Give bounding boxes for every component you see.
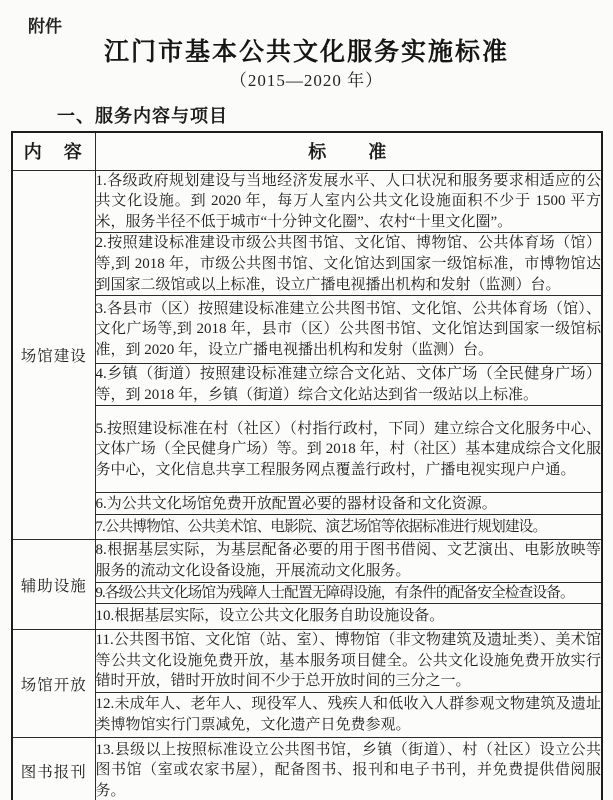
table-row [12,233,602,296]
standard-item-8: 8.根据基层实际，为基层配备必要的用于图书借阅、文艺演出、电影放映等服务的流动文化设备设施，开展流动文化服务。 [95,540,602,582]
standard-item-1: 1.各级政府规划建设与当地经济发展水平、人口状况和服务要求相适应的公共文化设施。到 2020 年，每万人室内公共文化设施面积不少于 1500 平方米，服务半径不低于城市“十分钟文化圈”、农村“十里文化圈”。 [95,170,602,233]
standard-item-9: 9.各级公共文化场馆为残障人士配置无障碍设施，有条件的配备安全检查设备。 [95,582,602,604]
standard-item-10: 10.根据基层实际，设立公共文化服务自助设施设备。 [95,604,602,630]
table-row [12,540,602,582]
standard-item-7: 7.公共博物馆、公共美术馆、电影院、演艺场馆等依据标准进行规划建设。 [95,515,602,540]
table-row [12,364,602,406]
table-row [12,630,602,693]
table-row [12,515,602,540]
standard-item-13: 13.县级以上按照标准设立公共图书馆，乡镇（街道）、村（社区）设立公共图书馆（室或农家书屋），配备图书、报刊和电子书刊，并免费提供借阅服务。 [95,738,602,800]
table-row [12,738,602,800]
standard-item-3: 3.各县市（区）按照建设标准建立公共图书馆、文化馆、公共体育场（馆）、文化广场等,到 2018 年，县市（区）公共图书馆、文化馆达到国家一级馆标准，到 2020 年，设立广播电视播出机构和发射（监测）台。 [95,296,602,364]
table-row [12,582,602,604]
standard-item-6: 6.为公共文化场馆免费开放配置必要的器材设备和文化资源。 [95,493,602,515]
standard-item-2: 2.按照建设标准建设市级公共图书馆、文化馆、博物馆、公共体育场（馆）等,到 2018 年，市级公共图书馆、文化馆达到国家一级馆标准，市博物馆达到国家二级馆或以上标准，设立广播电视播出机构和发射（监测）台。 [95,233,602,296]
table-row [12,493,602,515]
group-label-auxiliary-facilities: 辅助设施 [12,540,95,630]
standard-item-12: 12.未成年人、老年人、现役军人、残疾人和低收入人群参观文物建筑及遗址类博物馆实行门票减免，文化遗产日免费参观。 [95,693,602,738]
table-row [12,296,602,364]
document-title: 江门市基本公共文化服务实施标准 [103,39,509,66]
group-label-venue-construction: 场馆建设 [12,170,95,540]
table-row [12,406,602,493]
section-heading: 一、服务内容与项目 [57,106,228,126]
standard-item-11: 11.公共图书馆、文化馆（站、室）、博物馆（非文物建筑及遗址类）、美术馆等公共文化设施免费开放，基本服务项目健全。公共文化设施免费开放实行错时开放，错时开放时间不少于总开放时间的三分之一。 [95,630,602,693]
table-row [12,604,602,630]
standard-item-5: 5.按照建设标准在村（社区）（村指行政村，下同）建立综合文化服务中心、文体广场（全民健身广场）等。到 2018 年，村（社区）基本建成综合文化服务中心，文化信息共享工程服务网点覆盖行政村，广播电视实现户户通。 [95,406,602,493]
standard-item-4: 4.乡镇（街道）按照建设标准建立综合文化站、文体广场（全民健身广场）等，到 2018 年，乡镇（街道）综合文化站达到省一级站以上标准。 [95,364,602,406]
table-header-row [12,132,602,170]
group-label-books-periodicals: 图书报刊 [12,738,95,800]
table-row [12,693,602,738]
column-header-content: 内 容 [12,132,95,170]
document-subtitle: （2015—2020 年） [229,71,384,90]
attachment-label: 附件 [28,17,62,36]
standards-table [11,131,603,800]
group-label-venue-opening: 场馆开放 [12,630,95,738]
table-row [12,170,602,233]
column-header-standard: 标 准 [95,132,602,170]
